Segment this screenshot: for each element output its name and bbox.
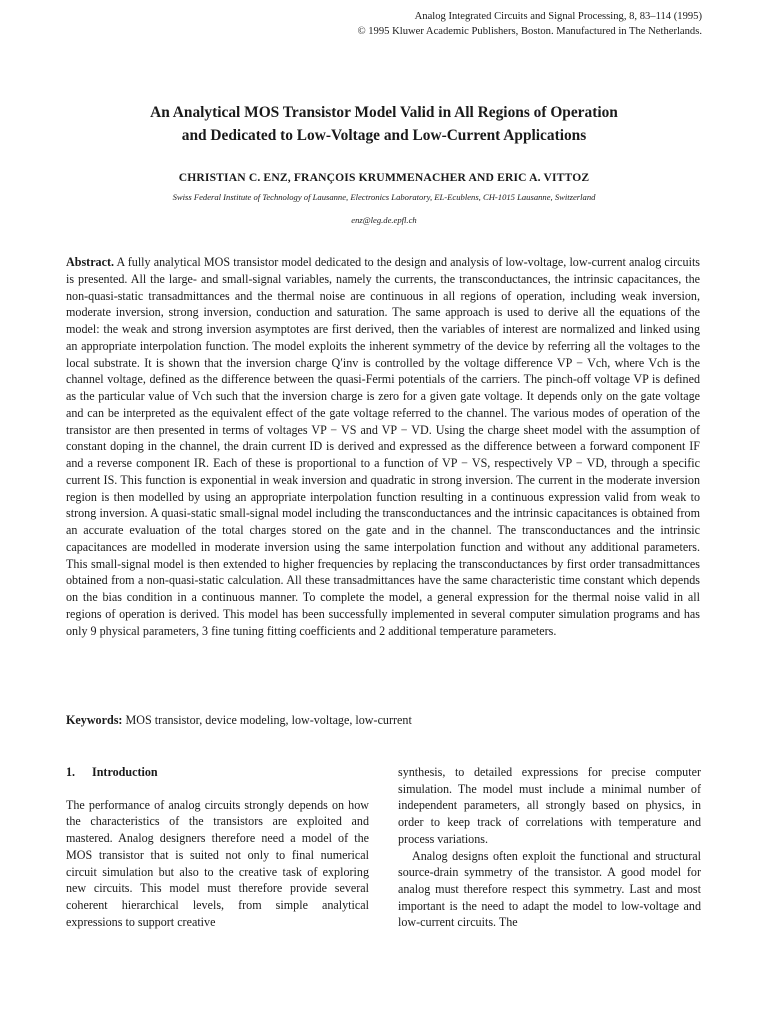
paper-title xyxy=(0,101,768,147)
abstract-label: Abstract. xyxy=(66,255,115,269)
intro-paragraph-1: The performance of analog circuits strongly depends on how the characteristics of the transistors are exploited and mastered. Analog designers therefore need a model of the MOS transistor that is suited not only to final numerical circuit simulation but also to the creative task of exploring new circuits. This model must therefore provide several coherent hierarchical levels, from simple analytical expressions to support creative xyxy=(66,797,369,929)
column-left xyxy=(66,764,369,930)
keywords-text: MOS transistor, device modeling, low-voltage, low-current xyxy=(125,713,412,727)
section-heading xyxy=(66,764,369,781)
column-right xyxy=(398,764,701,931)
journal-citation: Analog Integrated Circuits and Signal Processing, 8, 83–114 (1995) xyxy=(414,11,702,22)
journal-copyright: © 1995 Kluwer Academic Publishers, Boston. Manufactured in The Netherlands. xyxy=(357,25,702,37)
authors: CHRISTIAN C. ENZ, FRANÇOIS KRUMMENACHER AND ERIC A. VITTOZ xyxy=(178,171,590,184)
keywords-label: Keywords: xyxy=(66,713,123,727)
affiliation: Swiss Federal Institute of Technology of Lausanne, Electronics Laboratory, EL-Ecublens, CH-1015 Lausanne, Switzerland xyxy=(172,192,596,202)
author-email: enz@leg.de.epfl.ch xyxy=(351,215,417,225)
title-line-2: and Dedicated to Low-Voltage and Low-Current Applications xyxy=(181,127,587,144)
intro-paragraph-continued: synthesis, to detailed expressions for precise computer simulation. The model must include a minimal number of independent parameters, all strongly based on physics, in order to keep track of correlations with temperature and process variations. xyxy=(398,765,701,846)
abstract-text: A fully analytical MOS transistor model dedicated to the design and analysis of low-voltage, low-current analog circuits is presented. All the large- and small-signal variables, namely the currents, the transconductances, the intrinsic capacitances, the non-quasi-static transadmittances and the thermal noise are continuous in all regions of operation, including weak inversion, moderate inversion, strong inversion, conduction and saturation. The same approach is used to derive all the equations of the model: the weak and strong inversion asymptotes are first derived, then the variables of interest are normalized and linked using an appropriate interpolation function. The model exploits the inherent symmetry of the device by referring all the voltages to the local substrate. It is shown that the inversion charge Q′inv is controlled by the voltage difference VP − Vch, where Vch is the channel voltage, defined as the difference between the quasi-Fermi potentials of the carriers. The pinch-off voltage VP is defined as the particular value of Vch such that the inversion charge is zero for a given gate voltage. It depends only on the gate voltage and can be interpreted as the equivalent effect of the gate voltage referred to the channel. The various modes of operation of the transistor are then presented in terms of voltages VP − VS and VP − VD. Using the charge sheet model with the assumption of constant doping in the channel, the drain current ID is derived and expressed as the difference between a forward component IF and a reverse component IR. Each of these is proportional to a function of VP − VS, respectively VP − VD, through a specific current IS. This function is exponential in weak inversion and quadratic in strong inversion. The current in the moderate inversion region is then modelled by using an appropriate interpolation function resulting in a continuous expression valid from weak to strong inversion. A quasi-static small-signal model including the transconductances and the intrinsic capacitances is obtained from an accurate evaluation of the total charges stored on the gate and in the channel. The transconductances and the intrinsic capacitances are modelled in moderate inversion using the same interpolation function and without any additional parameters. This small-signal model is then extended to higher frequencies by replacing the transconductances by first order transadmittances obtained from a non-quasi-static calculation. All these transadmittances have the same characteristic time constant which depends on the bias condition in a continuous manner. To complete the model, a general expression for the thermal noise valid in all regions of operation is derived. This model has been successfully implemented in several computer simulation programs and has only 9 physical parameters, 3 fine tuning fitting coefficients and 2 additional temperature parameters. xyxy=(66,255,701,638)
keywords xyxy=(66,712,700,729)
title-line-1: An Analytical MOS Transistor Model Valid in All Regions of Operation xyxy=(150,104,618,121)
journal-header xyxy=(358,10,702,39)
abstract xyxy=(66,254,700,639)
intro-paragraph-2: Analog designs often exploit the functional and structural source-drain symmetry of the transistor. A good model for analog must therefore respect this symmetry. Last and most important is the need to adapt the model to low-voltage and low-current circuits. The xyxy=(398,848,701,930)
section-number: 1. xyxy=(66,765,76,779)
section-title: Introduction xyxy=(92,765,158,779)
